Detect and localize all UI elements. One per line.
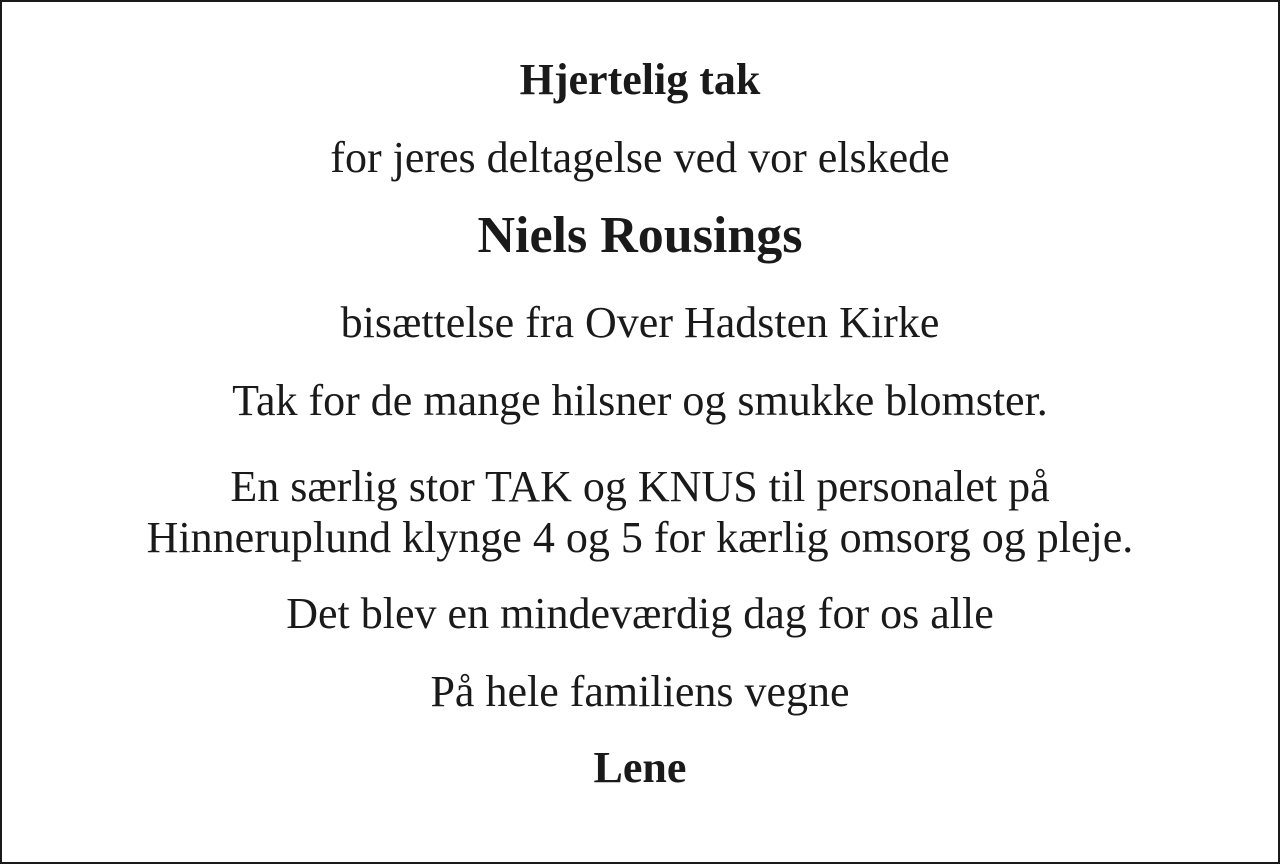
deceased-name: Niels Rousings — [477, 207, 803, 264]
attendance-thanks-text: for jeres deltagelse ved vor elskede — [330, 133, 950, 182]
memorable-day-text: Det blev en mindeværdig dag for os alle — [286, 589, 994, 638]
flowers-thanks-text: Tak for de mange hilsner og smukke blomster. — [232, 376, 1048, 425]
staff-thanks-text-line-1: En særlig stor TAK og KNUS til personalet på — [230, 462, 1050, 511]
funeral-location-text: bisættelse fra Over Hadsten Kirke — [340, 298, 940, 347]
signature: Lene — [593, 743, 687, 792]
staff-thanks-text-line-2: Hinneruplund klynge 4 og 5 for kærlig omsorg og pleje. — [146, 513, 1134, 562]
notice-heading: Hjertelig tak — [519, 55, 761, 104]
family-behalf-text: På hele familiens vegne — [430, 667, 850, 716]
